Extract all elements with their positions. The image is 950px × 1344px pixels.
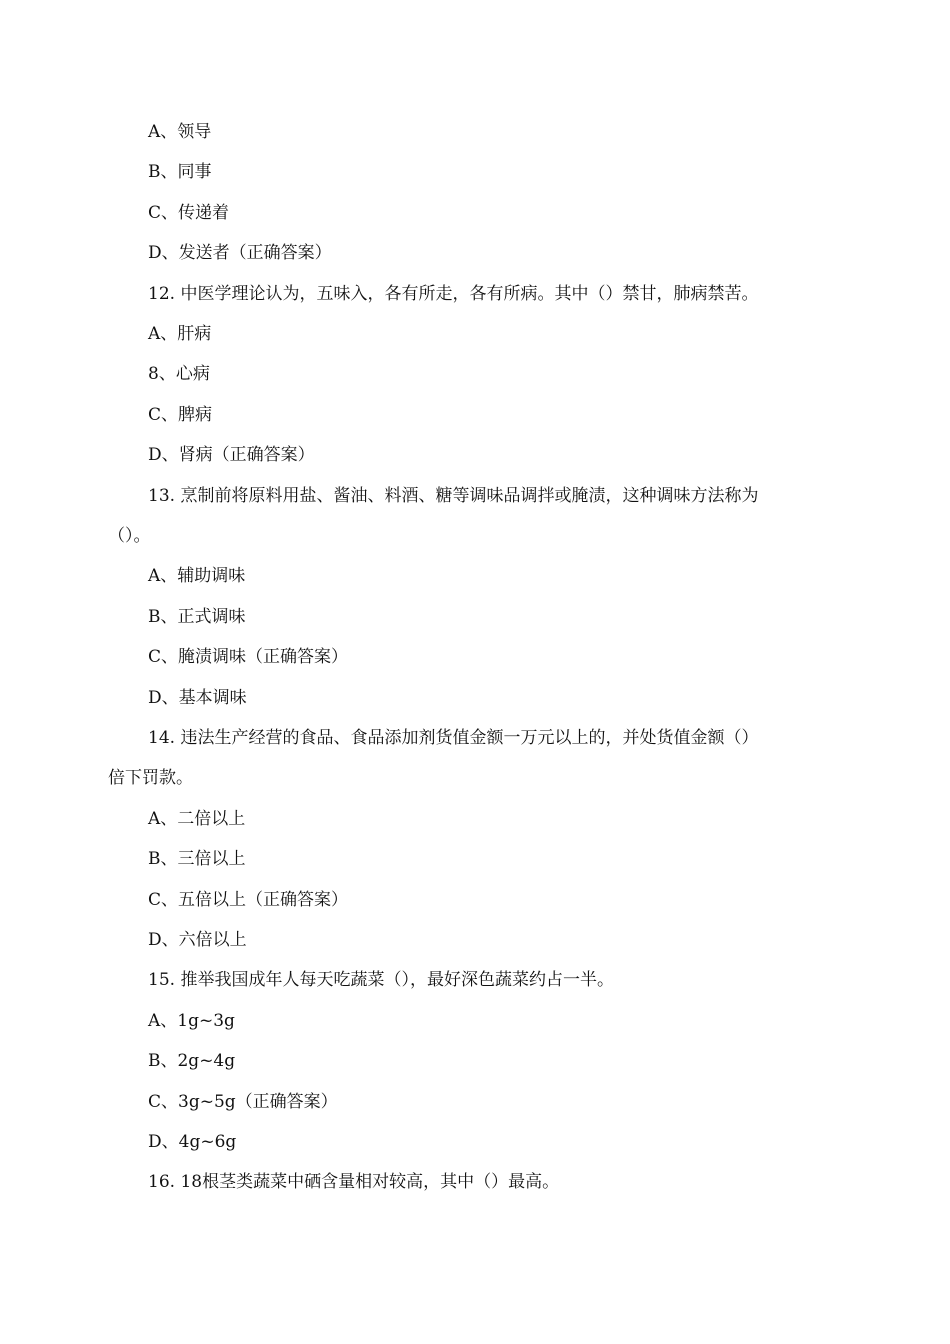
option-line: A、肝病 bbox=[148, 324, 212, 344]
option-line: B、同事 bbox=[148, 162, 212, 182]
option-line: 8、心病 bbox=[148, 364, 210, 384]
option-line: D、4g~6g bbox=[148, 1132, 237, 1152]
question-12: 12. 中医学理论认为，五味入，各有所走，各有所病。其中（）禁甘，肺病禁苦。 bbox=[148, 284, 759, 304]
question-13-continuation: （）。 bbox=[108, 526, 151, 546]
question-16: 16. 18根茎类蔬菜中硒含量相对较高，其中（）最高。 bbox=[148, 1172, 560, 1192]
option-line: C、腌渍调味（正确答案） bbox=[148, 647, 349, 667]
option-line: A、二倍以上 bbox=[148, 809, 246, 829]
option-line: C、五倍以上（正确答案） bbox=[148, 890, 349, 910]
question-14-continuation: 倍下罚款。 bbox=[108, 768, 193, 788]
option-line: B、三倍以上 bbox=[148, 849, 246, 869]
option-line: A、领导 bbox=[148, 122, 212, 142]
option-line: A、1g~3g bbox=[148, 1011, 235, 1031]
option-line: C、传递着 bbox=[148, 203, 230, 223]
option-line: D、发送者（正确答案） bbox=[148, 243, 332, 263]
option-line: D、六倍以上 bbox=[148, 930, 247, 950]
option-line: C、3g~5g（正确答案） bbox=[148, 1092, 338, 1112]
option-line: C、脾病 bbox=[148, 405, 213, 425]
option-line: B、2g~4g bbox=[148, 1051, 236, 1071]
option-line: A、辅助调味 bbox=[148, 566, 246, 586]
option-line: D、肾病（正确答案） bbox=[148, 445, 315, 465]
option-line: B、正式调味 bbox=[148, 607, 246, 627]
question-15: 15. 推举我国成年人每天吃蔬菜（），最好深色蔬菜约占一半。 bbox=[148, 970, 614, 990]
question-14: 14. 违法生产经营的食品、食品添加剂货值金额一万元以上的，并处货值金额（） bbox=[148, 728, 759, 748]
question-13: 13. 烹制前将原料用盐、酱油、料酒、糖等调味品调拌或腌渍，这种调味方法称为 bbox=[148, 486, 759, 506]
option-line: D、基本调味 bbox=[148, 688, 247, 708]
